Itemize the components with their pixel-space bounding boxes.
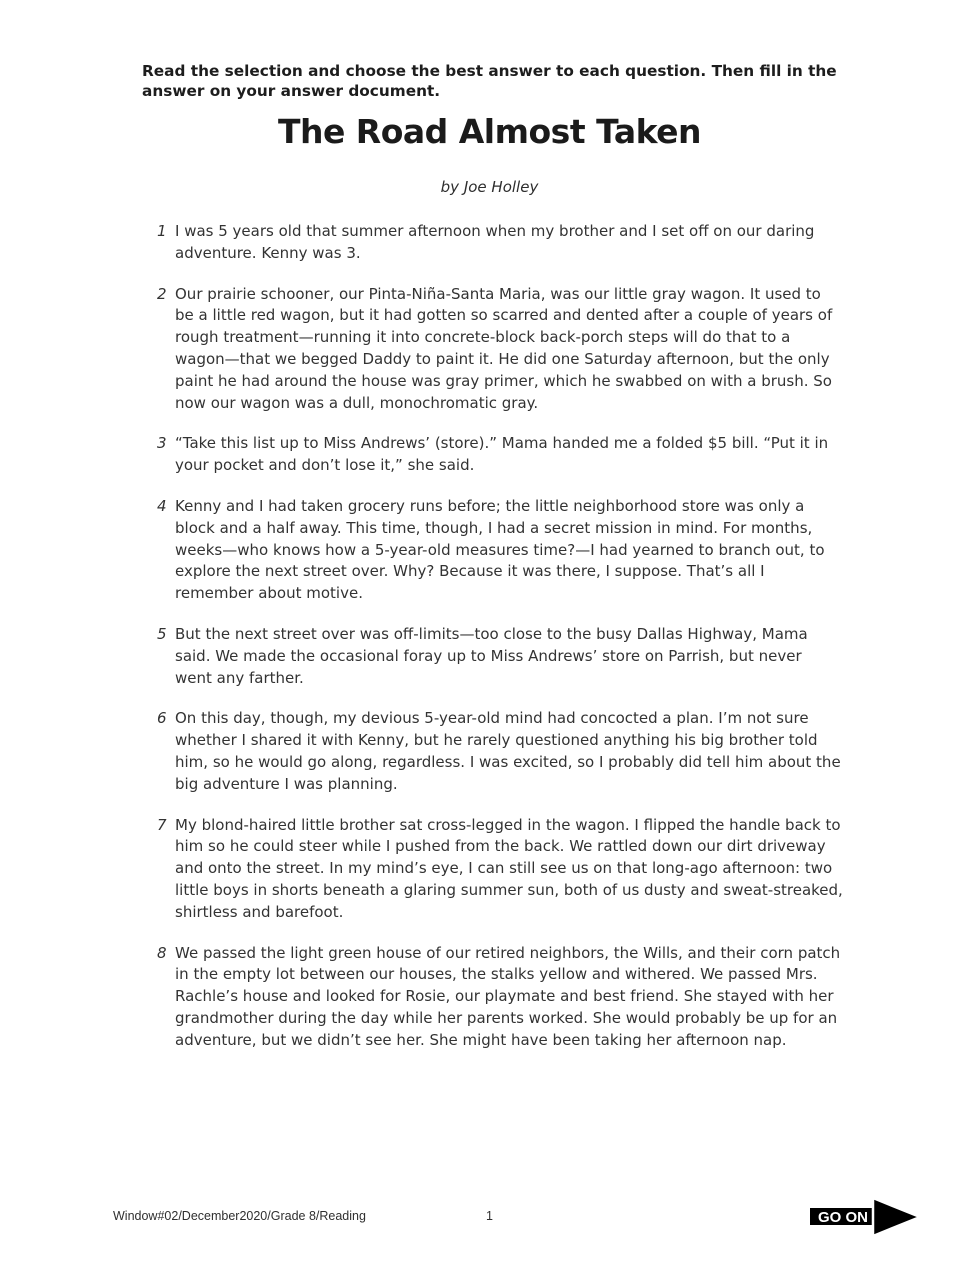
go-on-label: GO ON bbox=[817, 1209, 869, 1226]
paragraph-text: On this day, though, my devious 5-year-old mind had concocted a plan. I’m not sure whether I shared it with Kenny, but he rarely questioned anything his big brother told him, so he would go along, regardless. I was excited, so I probably did tell him about the big adventure I was planning. bbox=[175, 709, 841, 793]
passage-paragraph bbox=[157, 815, 847, 924]
page-title: The Road Almost Taken bbox=[277, 112, 702, 151]
paragraph-number: 2 bbox=[157, 284, 167, 303]
paragraph-text: Our prairie schooner, our Pinta-Niña-Santa Maria, was our little gray wagon. It used to be a little red wagon, but it had gotten so scarred and dented after a couple of years of rough treatment—running it into concrete-block back-porch steps will do that to a wagon—that we begged Daddy to paint it. He did one Saturday afternoon, but the only paint he had around the house was gray primer, which he swabbed on with a brush. So now our wagon was a dull, monochromatic gray. bbox=[175, 284, 833, 412]
paragraph-number: 5 bbox=[157, 624, 167, 643]
passage-paragraph bbox=[157, 708, 847, 795]
passage-paragraph bbox=[157, 624, 847, 689]
paragraph-text: Kenny and I had taken grocery runs before; the little neighborhood store was only a block and a half away. This time, though, I had a secret mission in mind. For months, weeks—who knows how a 5-year-old measures time?—I had yearned to branch out, to explore the next street over. Why? Because it was there, I suppose. That’s all I remember about motive. bbox=[175, 496, 825, 603]
passage-paragraph bbox=[157, 221, 847, 265]
go-on-arrow-icon bbox=[873, 1198, 920, 1236]
paragraph-text: My blond-haired little brother sat cross-legged in the wagon. I flipped the handle back to him so he could steer while I pushed from the back. We rattled down our dirt driveway and onto the street. In my mind’s eye, I can still see us on that long-ago afternoon: two little boys in shorts beneath a glaring summer sun, both of us dusty and sweat-streaked, shirtless and barefoot. bbox=[175, 815, 843, 921]
paragraph-text: But the next street over was off-limits—too close to the busy Dallas Highway, Mama said. We made the occasional foray up to Miss Andrews’ store on Parrish, but never went any farther. bbox=[175, 624, 808, 687]
go-on-badge bbox=[800, 1197, 925, 1242]
paragraph-number: 3 bbox=[157, 434, 167, 453]
paragraph-text: “Take this list up to Miss Andrews’ (store).” Mama handed me a folded $5 bill. “Put it in your pocket and don’t lose it,” she said. bbox=[175, 434, 829, 475]
instructions-text: Read the selection and choose the best answer to each question. Then fill in the answer on your answer document. bbox=[142, 62, 837, 100]
passage-paragraph bbox=[157, 433, 847, 477]
passage-paragraph bbox=[157, 496, 847, 605]
footer-document-id: Window#02/December2020/Grade 8/Reading bbox=[113, 1209, 366, 1223]
paragraph-number: 4 bbox=[157, 496, 167, 515]
passage-paragraph bbox=[157, 943, 847, 1052]
paragraph-number: 6 bbox=[157, 709, 167, 728]
paragraph-number: 8 bbox=[157, 943, 167, 962]
paragraph-number: 1 bbox=[157, 222, 167, 240]
paragraph-text: We passed the light green house of our retired neighbors, the Wills, and their corn patch in the empty lot between our houses, the stalks yellow and withered. We passed Mrs. Rachle’s house and looked for Rosie, our playmate and best friend. She stayed with her grandmother during the day while her parents worked. She would probably be up for an adventure, but we didn’t see her. She might have been taking her afternoon nap. bbox=[175, 943, 841, 1049]
footer-page-number: 1 bbox=[486, 1209, 493, 1223]
byline: by Joe Holley bbox=[440, 178, 539, 196]
passage-paragraph bbox=[157, 284, 847, 415]
passage bbox=[157, 221, 847, 1071]
paragraph-text: I was 5 years old that summer afternoon when my brother and I set off on our daring adventure. Kenny was 3. bbox=[175, 222, 815, 262]
paragraph-number: 7 bbox=[157, 815, 167, 834]
